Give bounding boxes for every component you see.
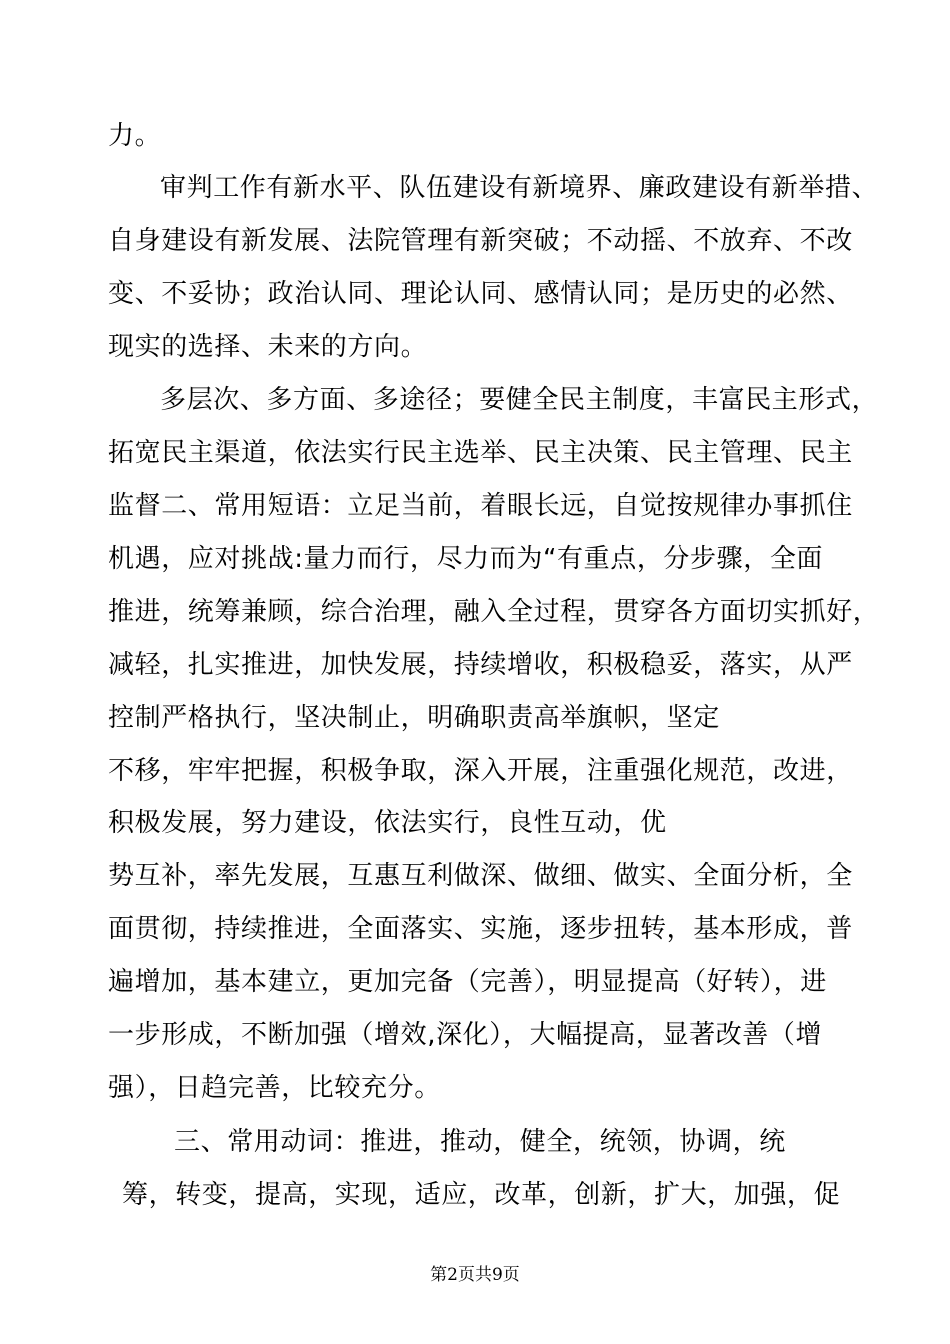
text-line: 不移，牢牢把握，积极争取，深入开展，注重强化规范，改进， [108, 756, 853, 786]
text-line: 筹，转变，提高，实现，适应，改革，创新，扩大，加强，促 [122, 1180, 841, 1210]
text-line: 拓宽民主渠道，依法实行民主选举、民主决策、民主管理、民主 [108, 438, 853, 468]
text-line: 现实的选择、未来的方向。 [108, 332, 428, 362]
text-line: 推进，统筹兼顾，综合治理，融入全过程，贯穿各方面切实抓好， [108, 597, 880, 627]
text-line: 力。 [108, 121, 162, 151]
text-line: 机遇，应对挑战:量力而行，尽力而为“有重点，分步骤，全面 [108, 544, 824, 574]
text-line: 一步形成，不断加强（增效,深化），大幅提高，显著改善（增 [108, 1020, 823, 1050]
text-line: 遍增加，基本建立，更加完备（完善），明显提高（好转），进 [108, 967, 827, 997]
text-line: 积极发展，努力建设，依法实行，良性互动，优 [108, 808, 667, 838]
text-line: 变、不妥协；政治认同、理论认同、感情认同；是历史的必然、 [108, 279, 853, 309]
text-line: 强），日趋完善，比较充分。 [108, 1073, 441, 1103]
text-line: 自身建设有新发展、法院管理有新突破；不动摇、不放弃、不改 [108, 226, 853, 256]
text-line: 势互补，率先发展，互惠互利做深、做细、做实、全面分析，全 [108, 861, 853, 891]
text-line: 审判工作有新水平、队伍建设有新境界、廉政建设有新举措、 [160, 173, 879, 203]
text-line: 监督二、常用短语：立足当前，着眼长远，自觉按规律办事抓住 [108, 491, 853, 521]
text-line: 三、常用动词：推进，推动，健全，统领，协调，统 [174, 1127, 786, 1157]
text-line: 面贯彻，持续推进，全面落实、实施，逐步扭转，基本形成，普 [108, 914, 853, 944]
text-line: 减轻，扎实推进，加快发展，持续增收，积极稳妥，落实，从严 [108, 650, 853, 680]
page-number-footer: 第2页共9页 [430, 1265, 520, 1285]
text-line: 多层次、多方面、多途径；要健全民主制度，丰富民主形式， [160, 385, 879, 415]
text-line: 控制严格执行，坚决制止，明确职责高举旗帜，坚定 [108, 703, 720, 733]
